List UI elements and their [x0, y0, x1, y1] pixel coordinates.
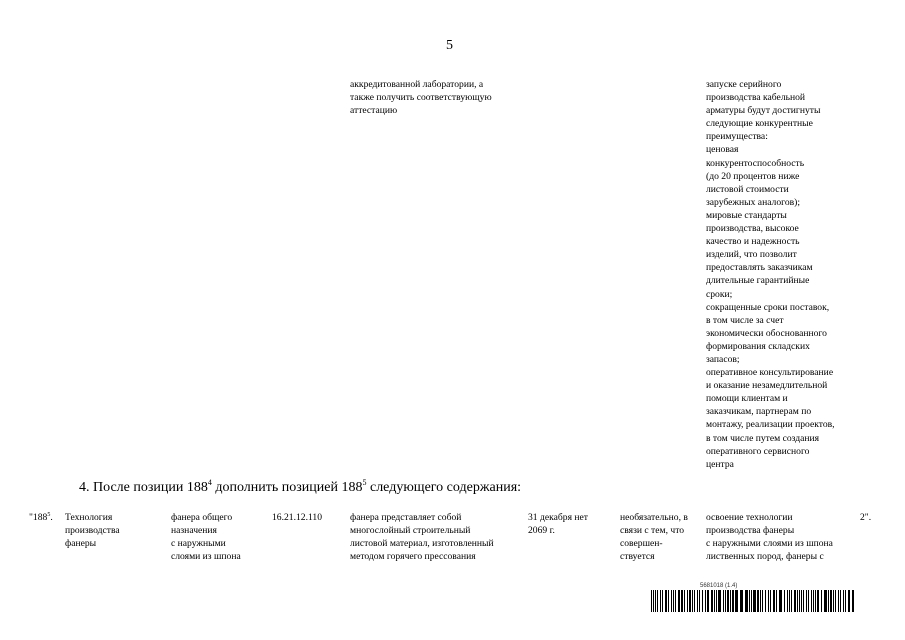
cell-benefits: освоение технологии производства фанеры с наружными слоями из шпона лиственных пород, фанеры с [706, 512, 833, 563]
cell-okpd-code: 16.21.12.110 [272, 512, 323, 523]
continuation-right-column: запуске серийного производства кабельной арматуры будут достигнуты следующие конкурентные преимущества: ценовая конкурентоспособность (до 20 процентов ниже листовой стоимости зарубежных аналогов); мировые стандарты производства, высокое качество и надежность изделий, что позволит предоставлять заказчикам длительные гарантийные сроки; сокращенные сроки поставок, в том числе за счет экономически обоснованного формирования складских запасов; оперативное консультирование и оказание незамедлительной помощи клиентам и заказчикам, партнерам по монтажу, реализации проектов, в том числе путем создания оперативного сервисного центра [706, 79, 835, 470]
closing-mark: 2". [860, 512, 872, 523]
cell-description: фанера представляет собой многослойный строительный листовой материал, изготовленный методом горячего прессования [350, 512, 494, 563]
barcode-number: 5681018 (1.4) [700, 583, 738, 589]
cell-product: фанера общего назначения с наружными слоями из шпона [171, 512, 241, 563]
continuation-middle-column: аккредитованной лаборатории, а также получить соответствующую аттестацию [350, 79, 492, 117]
page-number: 5 [446, 38, 453, 53]
cell-technology: Технология производства фанеры [65, 512, 120, 550]
barcode-icon [651, 590, 857, 612]
position-number: "$188^5$. [29, 512, 53, 523]
cell-deadline: 31 декабря нет 2069 г. [528, 512, 588, 537]
amendment-instruction: 4. После позиции $188^4$ дополнить позицией $188^5$ следующего содержания: [79, 478, 522, 495]
cell-necessity: необязательно, в связи с тем, что совершен- ствуется [620, 512, 688, 563]
